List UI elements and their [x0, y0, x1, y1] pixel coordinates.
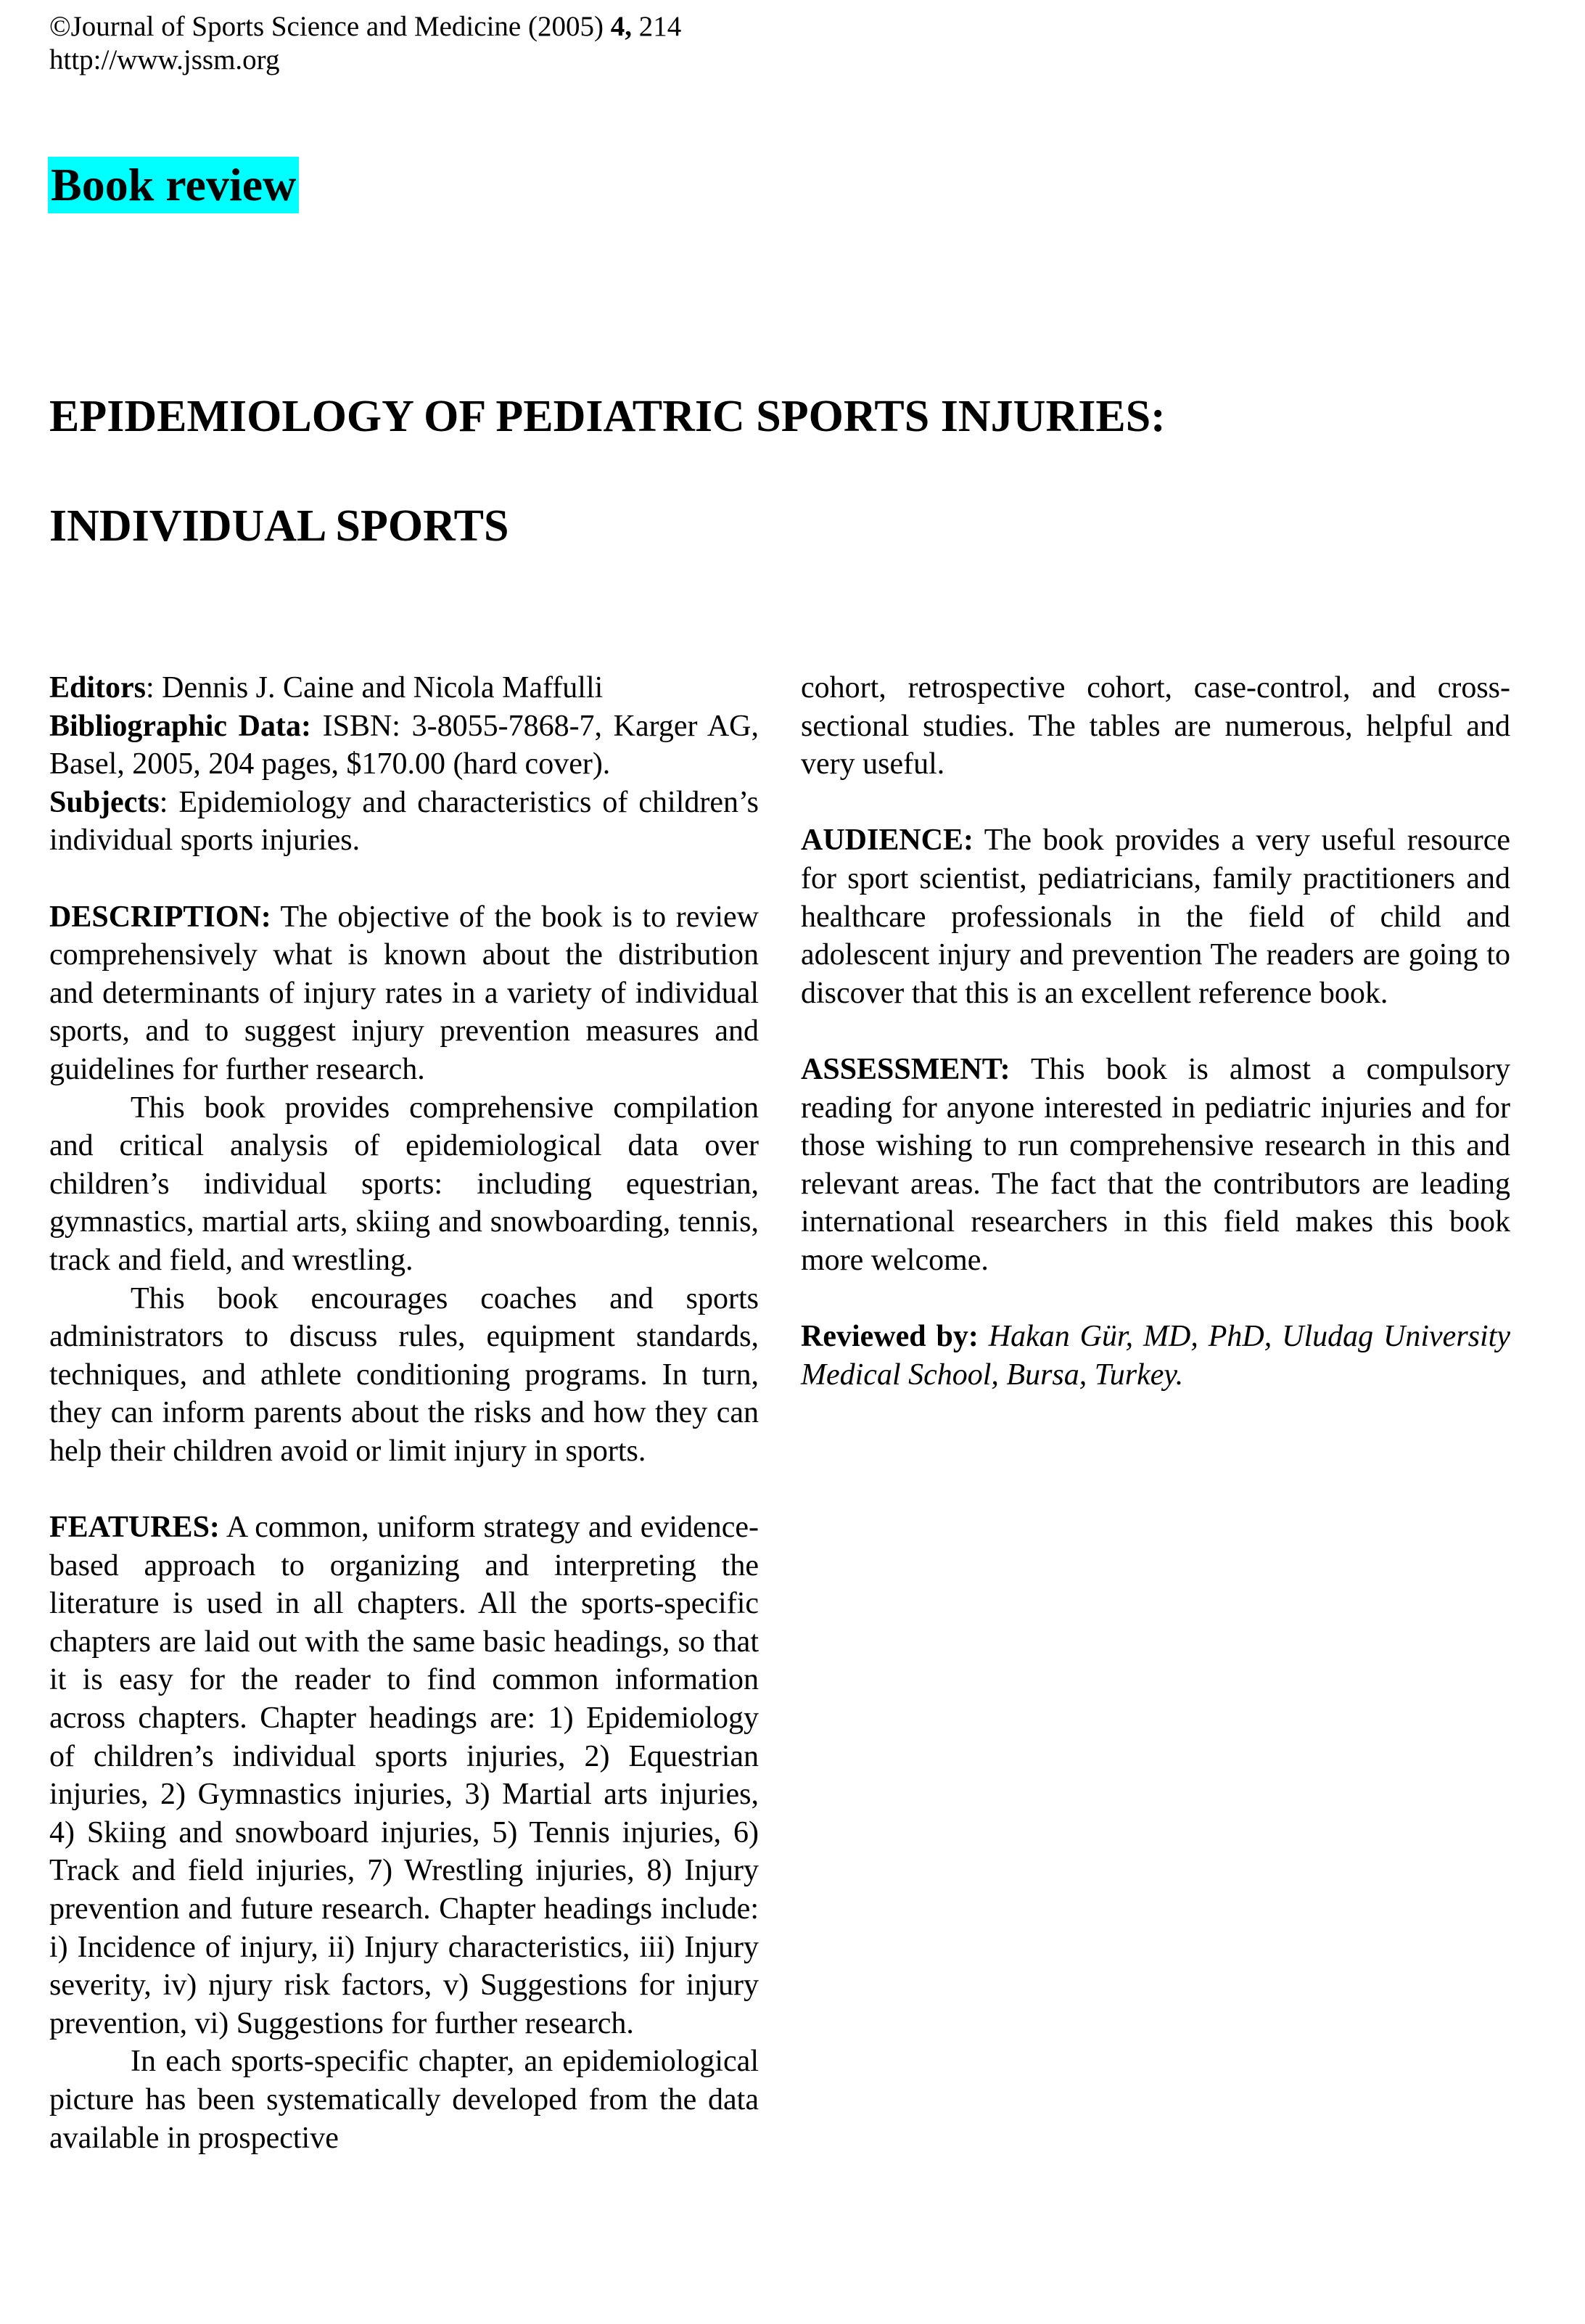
description-paragraph-3: This book encourages coaches and sports administrators to discuss rules, equipment standards, techniques, and athlete conditioning programs. In turn, they can inform parents about the risks and how they can help their children avoid or limit injury in sports.: [49, 1281, 759, 1468]
subjects-label: Subjects: [49, 785, 160, 819]
features-paragraph-2-start: In each sports-specific chapter, an epidemiological picture has been systematically developed from the data available in prospective: [49, 2045, 759, 2155]
editors-paragraph: [49, 669, 759, 707]
description-paragraph-2: This book provides comprehensive compilation and critical analysis of epidemiological data over children’s individual sports: including equestrian, gymnastics, martial arts, skiing and snowboarding, tennis, track and field, and wrestling.: [49, 1091, 759, 1277]
description-paragraph-1: [49, 898, 759, 1089]
assessment-text: This book is almost a compulsory reading for anyone interested in pediatric injuries and for those wishing to run comprehensive research in this and relevant areas. The fact that the contributors are leading international researchers in this field makes this book more welcome.: [801, 1052, 1510, 1277]
features-paragraph-1: [49, 1508, 759, 2042]
journal-volume: 4,: [610, 11, 632, 42]
article-title-line-1: EPIDEMIOLOGY OF PEDIATRIC SPORTS INJURIES:: [49, 392, 1166, 441]
features-text-1: A common, uniform strategy and evidence-based approach to organizing and interpreting the literature is used in all chapters. All the sports-specific chapters are laid out with the same basic headings, so that it is easy for the reader to find common information across chapters. Chapter headings are: 1) Epidemiology of children’s individual sports injuries, 2) Equestrian injuries, 2) Gymnastics injuries, 3) Martial arts injuries, 4) Skiing and snowboard injuries, 5) Tennis injuries, 6) Track and field injuries, 7) Wrestling injuries, 8) Injury prevention and future research. Chapter headings include: i) Incidence of injury, ii) Injury characteristics, iii) Injury severity, iv) njury risk factors, v) Suggestions for injury prevention, vi) Suggestions for further research.: [49, 1511, 759, 2040]
reviewed-by-label: Reviewed by:: [801, 1320, 979, 1354]
left-column: [49, 669, 759, 2157]
bibliographic-value: ISBN: 3-8055-7868-7, Karger AG, Basel, 2005, 204 pages, $170.00 (hard cover).: [49, 709, 759, 781]
audience-paragraph: [801, 821, 1510, 1012]
bibliographic-paragraph: [49, 707, 759, 784]
description-label: DESCRIPTION:: [49, 900, 271, 934]
audience-label: AUDIENCE:: [801, 824, 974, 858]
article-title-line-2: INDIVIDUAL SPORTS: [49, 501, 509, 551]
reviewer-name: Hakan Gür, MD, PhD, Uludag University Medical School, Bursa, Turkey.: [801, 1320, 1510, 1392]
subjects-value: : Epidemiology and characteristics of children’s individual sports injuries.: [49, 785, 759, 858]
audience-text: The book provides a very useful resource for sport scientist, pediatricians, family practitioners and healthcare professionals in the field of child and adolescent injury and prevention The readers are going to discover that this is an excellent reference book.: [801, 824, 1510, 1010]
journal-url: http://www.jssm.org: [49, 44, 280, 75]
journal-page: 214: [638, 11, 682, 42]
editors-label: Editors: [49, 671, 147, 705]
assessment-label: ASSESSMENT:: [801, 1052, 1010, 1086]
assessment-paragraph: [801, 1051, 1510, 1280]
features-paragraph-2-continued: cohort, retrospective cohort, case-control, and cross-sectional studies. The tables are numerous, helpful and very useful.: [801, 671, 1510, 781]
editors-value: : Dennis J. Caine and Nicola Maffulli: [146, 671, 604, 705]
right-column: [801, 669, 1510, 1394]
bibliographic-label: Bibliographic Data:: [49, 709, 311, 743]
section-label: Book review: [48, 157, 299, 213]
description-text-1: The objective of the book is to review comprehensively what is known about the distribution and determinants of injury rates in a variety of individual sports, and to suggest injury prevention measures and guidelines for further research.: [49, 900, 759, 1086]
subjects-paragraph: [49, 784, 759, 860]
journal-citation-text: ©Journal of Sports Science and Medicine (2005): [49, 11, 604, 42]
journal-citation: [49, 10, 681, 44]
features-label: FEATURES:: [49, 1511, 220, 1545]
journal-header: [49, 10, 681, 77]
reviewed-by-paragraph: [801, 1318, 1510, 1394]
